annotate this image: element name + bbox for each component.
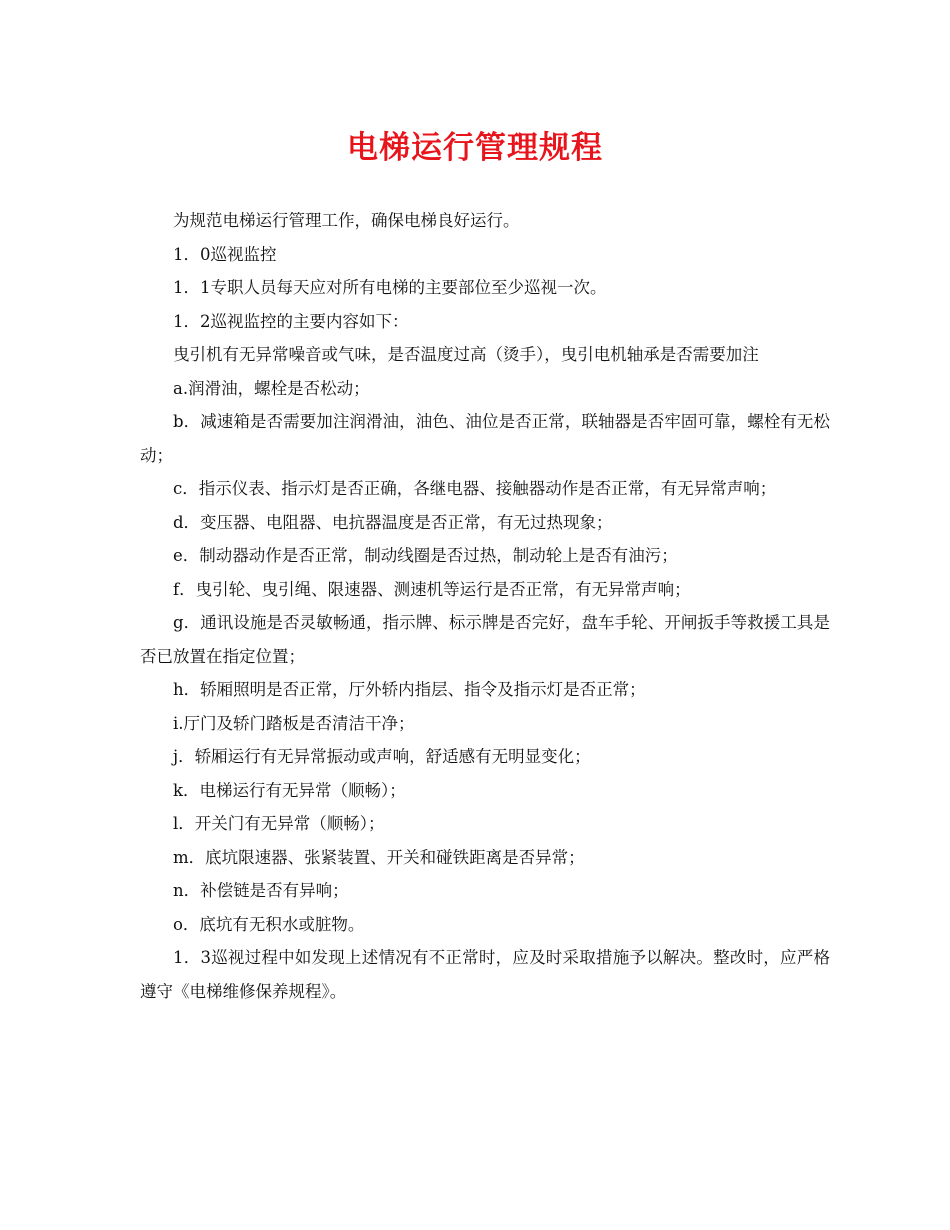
list-item: g．通讯设施是否灵敏畅通，指示牌、标示牌是否完好，盘车手轮、开闸扳手等救援工具是否已放置在指定位置； xyxy=(140,613,830,666)
document-title: 电梯运行管理规程 xyxy=(347,130,603,166)
intro-paragraph: 为规范电梯运行管理工作，确保电梯良好运行。 xyxy=(173,211,520,230)
list-item: a.润滑油，螺栓是否松动； xyxy=(173,378,370,398)
list-item: f．曳引轮、曳引绳、限速器、测速机等运行是否正常，有无异常声响； xyxy=(173,579,691,599)
document-body xyxy=(140,204,830,1008)
list-item: o．底坑有无积水或脏物。 xyxy=(173,914,365,934)
list-item: b．减速箱是否需要加注润滑油，油色、油位是否正常，联轴器是否牢固可靠，螺栓有无松动； xyxy=(140,412,830,465)
list-item: d．变压器、电阻器、电抗器温度是否正常，有无过热现象； xyxy=(173,512,613,532)
list-item: i.厅门及轿门踏板是否清洁干净； xyxy=(173,713,415,733)
list-item: n．补偿链是否有异响； xyxy=(173,881,349,900)
list-item: c．指示仪表、指示灯是否正确，各继电器、接触器动作是否正常，有无异常声响； xyxy=(173,479,777,498)
section-heading: 1．0巡视监控 xyxy=(173,244,277,264)
list-item: j．轿厢运行有无异常振动或声响，舒适感有无明显变化； xyxy=(173,747,591,766)
paragraph: 1．2巡视监控的主要内容如下： xyxy=(173,311,409,331)
list-item: l．开关门有无异常（顺畅）； xyxy=(173,814,385,833)
paragraph: 1．1专职人员每天应对所有电梯的主要部位至少巡视一次。 xyxy=(173,278,607,297)
list-item: e．制动器动作是否正常，制动线圈是否过热，制动轮上是否有油污； xyxy=(173,546,678,565)
paragraph: 曳引机有无异常噪音或气味，是否温度过高（烫手），曳引电机轴承是否需要加注 xyxy=(173,345,759,364)
paragraph: 1．3巡视过程中如发现上述情况有不正常时，应及时采取措施予以解决。整改时，应严格遵守《电梯维修保养规程》。 xyxy=(140,948,830,1001)
list-item: h．轿厢照明是否正常，厅外轿内指层、指令及指示灯是否正常； xyxy=(173,680,646,699)
list-item: k．电梯运行有无异常（顺畅）； xyxy=(173,780,406,800)
list-item: m．底坑限速器、张紧装置、开关和碰铁距离是否异常； xyxy=(173,847,585,867)
